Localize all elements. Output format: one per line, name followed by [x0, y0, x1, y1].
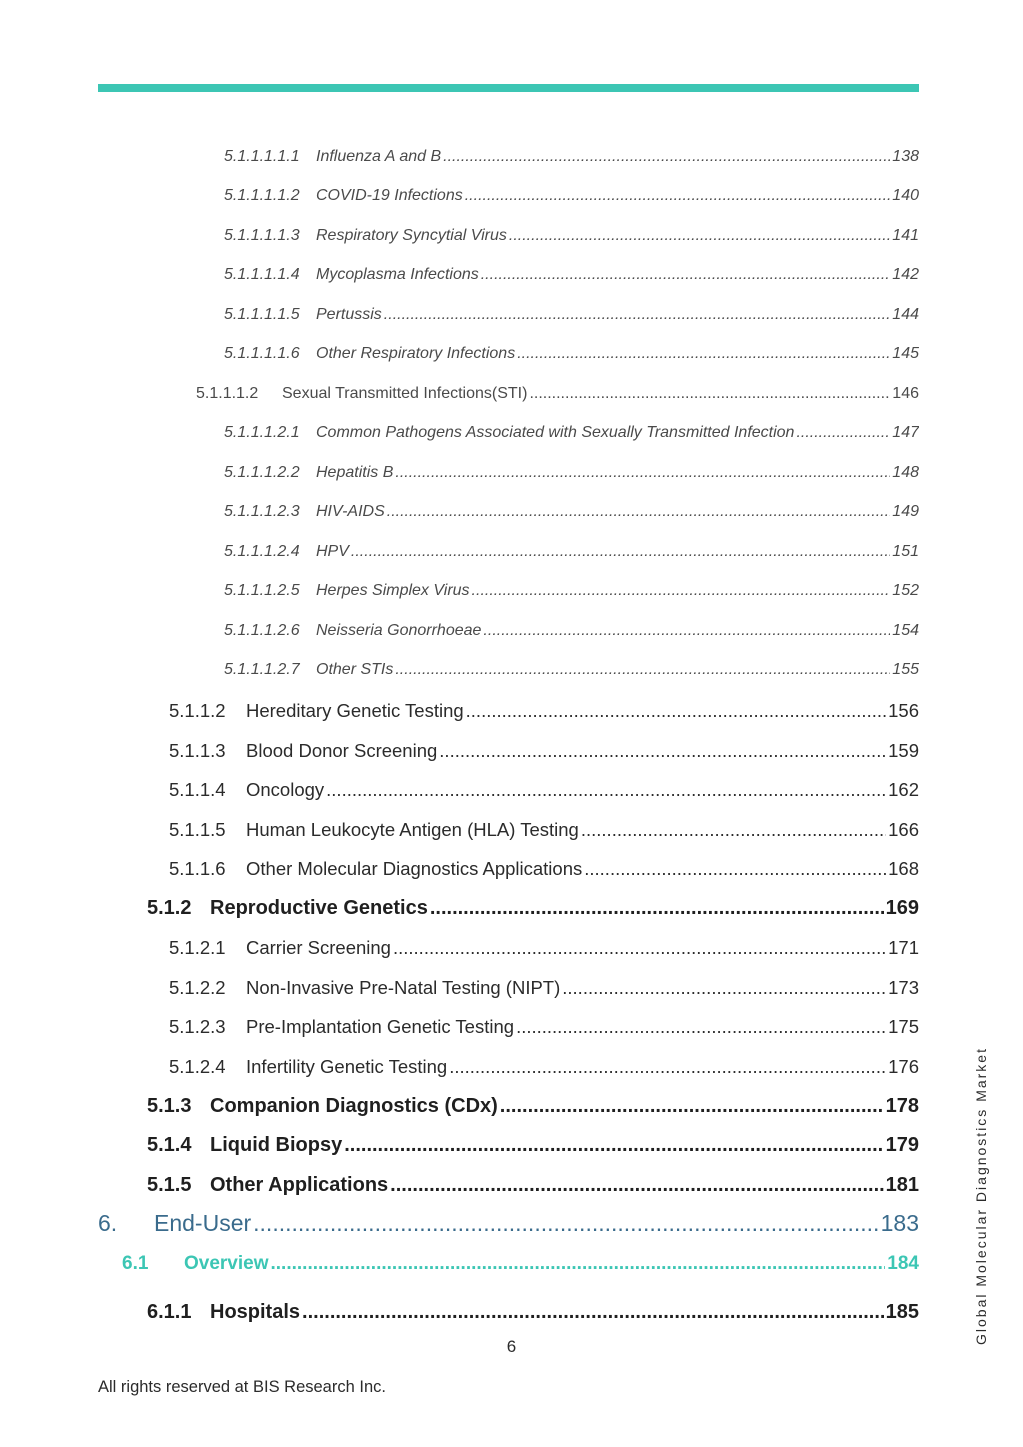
toc-entry-page: 145: [892, 345, 919, 362]
toc-entry-number: 5.1.1.1.1.5: [224, 306, 300, 323]
toc-entry-page: 144: [892, 306, 919, 323]
toc-entry-number: 5.1.1.3: [169, 740, 226, 761]
toc-dot-leader: [466, 700, 886, 722]
toc-dot-leader: [253, 1210, 878, 1237]
toc-entry-title: Infertility Genetic Testing: [246, 1056, 448, 1077]
toc-dot-leader: [387, 503, 891, 521]
toc-entry-title: Overview: [184, 1253, 269, 1274]
toc-dot-leader: [395, 464, 890, 482]
toc-dot-leader: [393, 937, 886, 959]
toc-entry-page: 154: [892, 622, 919, 639]
toc-entry-number: 5.1.1.1.1.6: [224, 345, 300, 362]
toc-entry[interactable]: [224, 306, 919, 324]
toc-entry-title: Liquid Biopsy: [210, 1134, 343, 1156]
toc-entry-number: 6.1.1: [147, 1301, 192, 1323]
toc-entry-number: 5.1.1.1.1.2: [224, 187, 300, 204]
toc-entry-title: Hereditary Genetic Testing: [246, 700, 464, 721]
toc-dot-leader: [481, 266, 891, 284]
toc-entry-page: 175: [888, 1016, 919, 1037]
toc-entry[interactable]: [224, 345, 919, 363]
toc-entry-number: 5.1.1.1.2.2: [224, 464, 300, 481]
toc-entry-page: 173: [888, 977, 919, 998]
page-number: 6: [506, 1337, 517, 1356]
toc-entry-title: Common Pathogens Associated with Sexually Transmitted Infection: [316, 424, 795, 441]
toc-entry-number: 5.1.2.3: [169, 1016, 226, 1037]
toc-entry[interactable]: [147, 1174, 919, 1197]
toc-entry-page: 146: [892, 385, 919, 402]
toc-entry-number: 5.1.1.1.2: [196, 385, 259, 402]
toc-entry-number: 5.1.2.4: [169, 1056, 226, 1077]
toc-entry[interactable]: [224, 227, 919, 245]
toc-entry-title: Companion Diagnostics (CDx): [210, 1095, 498, 1117]
toc-entry-title: Blood Donor Screening: [246, 740, 438, 761]
toc-entry-page: 166: [888, 819, 919, 840]
toc-entry-title: Oncology: [246, 779, 325, 800]
toc-entry-title: Hospitals: [210, 1301, 301, 1323]
toc-entry[interactable]: [169, 700, 919, 722]
toc-dot-leader: [344, 1134, 883, 1157]
toc-entry-title: End-User: [154, 1210, 252, 1236]
header-accent-bar: [98, 84, 919, 92]
toc-entry-page: 151: [892, 543, 919, 560]
toc-dot-leader: [384, 306, 891, 324]
toc-entry-page: 183: [880, 1210, 919, 1236]
toc-entry-number: 5.1.1.4: [169, 779, 226, 800]
toc-dot-leader: [562, 977, 886, 999]
toc-entry-page: 168: [888, 858, 919, 879]
toc-entry-title: HPV: [316, 543, 349, 560]
toc-entry-number: 5.1.3: [147, 1095, 192, 1117]
toc-entry[interactable]: [196, 385, 919, 403]
toc-entry-number: 5.1.1.6: [169, 858, 226, 879]
toc-entry-number: 5.1.1.1.2.7: [224, 661, 300, 678]
toc-entry-title: COVID-19 Infections: [316, 187, 463, 204]
toc-entry-title: Pertussis: [316, 306, 382, 323]
toc-dot-leader: [516, 1016, 886, 1038]
toc-entry-title: Neisseria Gonorrhoeae: [316, 622, 482, 639]
toc-dot-leader: [395, 661, 890, 679]
toc-dot-leader: [472, 582, 891, 600]
toc-entry-page: 140: [892, 187, 919, 204]
toc-dot-leader: [443, 148, 890, 166]
toc-entry[interactable]: [224, 503, 919, 521]
toc-entry[interactable]: [169, 977, 919, 999]
toc-dot-leader: [581, 819, 886, 841]
toc-entry-page: 142: [892, 266, 919, 283]
toc-dot-leader: [449, 1056, 886, 1078]
toc-entry[interactable]: [224, 661, 919, 679]
toc-entry-page: 155: [892, 661, 919, 678]
toc-dot-leader: [271, 1253, 886, 1275]
toc-entry-page: 178: [885, 1095, 919, 1117]
toc-entry-page: 171: [888, 937, 919, 958]
toc-dot-leader: [509, 227, 890, 245]
toc-entry-title: Pre-Implantation Genetic Testing: [246, 1016, 515, 1037]
toc-entry-title: Reproductive Genetics: [210, 897, 428, 919]
toc-entry-page: 138: [892, 148, 919, 165]
toc-entry-title: Sexual Transmitted Infections(STI): [282, 385, 528, 402]
toc-dot-leader: [500, 1095, 884, 1118]
toc-dot-leader: [796, 424, 890, 442]
toc-entry-title: Other Molecular Diagnostics Applications: [246, 858, 583, 879]
toc-entry-page: 152: [892, 582, 919, 599]
toc-entry[interactable]: [224, 543, 919, 561]
toc-entry-page: 149: [892, 503, 919, 520]
toc-entry[interactable]: [147, 897, 919, 920]
toc-entry[interactable]: [169, 1016, 919, 1038]
toc-entry-number: 5.1.1.1.1.3: [224, 227, 300, 244]
toc-entry-page: 141: [892, 227, 919, 244]
toc-entry-title: Influenza A and B: [316, 148, 442, 165]
toc-entry-page: 159: [888, 740, 919, 761]
toc-entry-page: 184: [887, 1253, 919, 1274]
toc-dot-leader: [517, 345, 890, 363]
toc-entry-page: 185: [885, 1301, 919, 1323]
toc-entry-number: 5.1.1.1.1.1: [224, 148, 300, 165]
toc-entry[interactable]: [147, 1095, 919, 1118]
toc-entry[interactable]: [224, 464, 919, 482]
toc-entry-title: Mycoplasma Infections: [316, 266, 479, 283]
toc-dot-leader: [430, 897, 884, 920]
toc-entry[interactable]: [224, 424, 919, 442]
toc-entry-page: 147: [892, 424, 919, 441]
toc-entry-number: 6.: [98, 1210, 118, 1236]
toc-dot-leader: [302, 1301, 884, 1324]
toc-entry[interactable]: [224, 187, 919, 205]
toc-dot-leader: [439, 740, 886, 762]
toc-entry-title: HIV-AIDS: [316, 503, 385, 520]
toc-entry[interactable]: [169, 779, 919, 801]
toc-entry-page: 156: [888, 700, 919, 721]
toc-entry[interactable]: [147, 1134, 919, 1157]
toc-entry[interactable]: [147, 1301, 919, 1324]
toc-entry-page: 162: [888, 779, 919, 800]
toc-entry-number: 5.1.2.1: [169, 937, 226, 958]
toc-entry[interactable]: [224, 148, 919, 166]
toc-entry[interactable]: [224, 622, 919, 640]
toc-entry-title: Hepatitis B: [316, 464, 394, 481]
toc-entry[interactable]: [224, 266, 919, 284]
footer-copyright: All rights reserved at BIS Research Inc.: [98, 1378, 386, 1396]
toc-entry-title: Other Applications: [210, 1174, 389, 1196]
toc-dot-leader: [483, 622, 890, 640]
toc-entry-title: Other Respiratory Infections: [316, 345, 516, 362]
toc-entry-title: Herpes Simplex Virus: [316, 582, 470, 599]
toc-dot-leader: [390, 1174, 883, 1197]
toc-dot-leader: [465, 187, 891, 205]
toc-entry[interactable]: [169, 858, 919, 880]
toc-dot-leader: [326, 779, 886, 801]
toc-entry-number: 5.1.1.1.2.1: [224, 424, 300, 441]
toc-entry[interactable]: [224, 582, 919, 600]
toc-entry-title: Carrier Screening: [246, 937, 391, 958]
toc-dot-leader: [584, 858, 886, 880]
toc-entry-number: 6.1: [122, 1253, 149, 1274]
toc-entry-number: 5.1.2: [147, 897, 192, 919]
toc-entry[interactable]: [169, 1056, 919, 1078]
toc-entry-title: Non-Invasive Pre-Natal Testing (NIPT): [246, 977, 561, 998]
toc-entry-number: 5.1.1.1.2.6: [224, 622, 300, 639]
toc-entry-number: 5.1.1.1.1.4: [224, 266, 300, 283]
toc-entry-number: 5.1.2.2: [169, 977, 226, 998]
toc-entry-page: 176: [888, 1056, 919, 1077]
toc-entry-title: Human Leukocyte Antigen (HLA) Testing: [246, 819, 579, 840]
toc-entry-number: 5.1.1.1.2.4: [224, 543, 300, 560]
toc-entry-page: 148: [892, 464, 919, 481]
toc-entry-page: 169: [885, 897, 919, 919]
toc-entry-page: 181: [885, 1174, 919, 1196]
toc-entry-title: Respiratory Syncytial Virus: [316, 227, 507, 244]
toc-entry-number: 5.1.4: [147, 1134, 192, 1156]
toc-entry-number: 5.1.1.2: [169, 700, 226, 721]
toc-entry-page: 179: [885, 1134, 919, 1156]
toc-entry-title: Other STIs: [316, 661, 394, 678]
toc-entry-number: 5.1.1.1.2.3: [224, 503, 300, 520]
toc-dot-leader: [529, 385, 890, 403]
toc-entry[interactable]: [169, 819, 919, 841]
toc-dot-leader: [351, 543, 890, 561]
toc-entry[interactable]: [98, 1210, 919, 1237]
toc-entry[interactable]: [169, 937, 919, 959]
toc-entry[interactable]: [169, 740, 919, 762]
side-report-title: Global Molecular Diagnostics Market: [973, 1047, 989, 1345]
toc-entry-number: 5.1.1.1.2.5: [224, 582, 300, 599]
toc-entry[interactable]: [122, 1253, 919, 1275]
toc-entry-number: 5.1.1.5: [169, 819, 226, 840]
toc-entry-number: 5.1.5: [147, 1174, 192, 1196]
